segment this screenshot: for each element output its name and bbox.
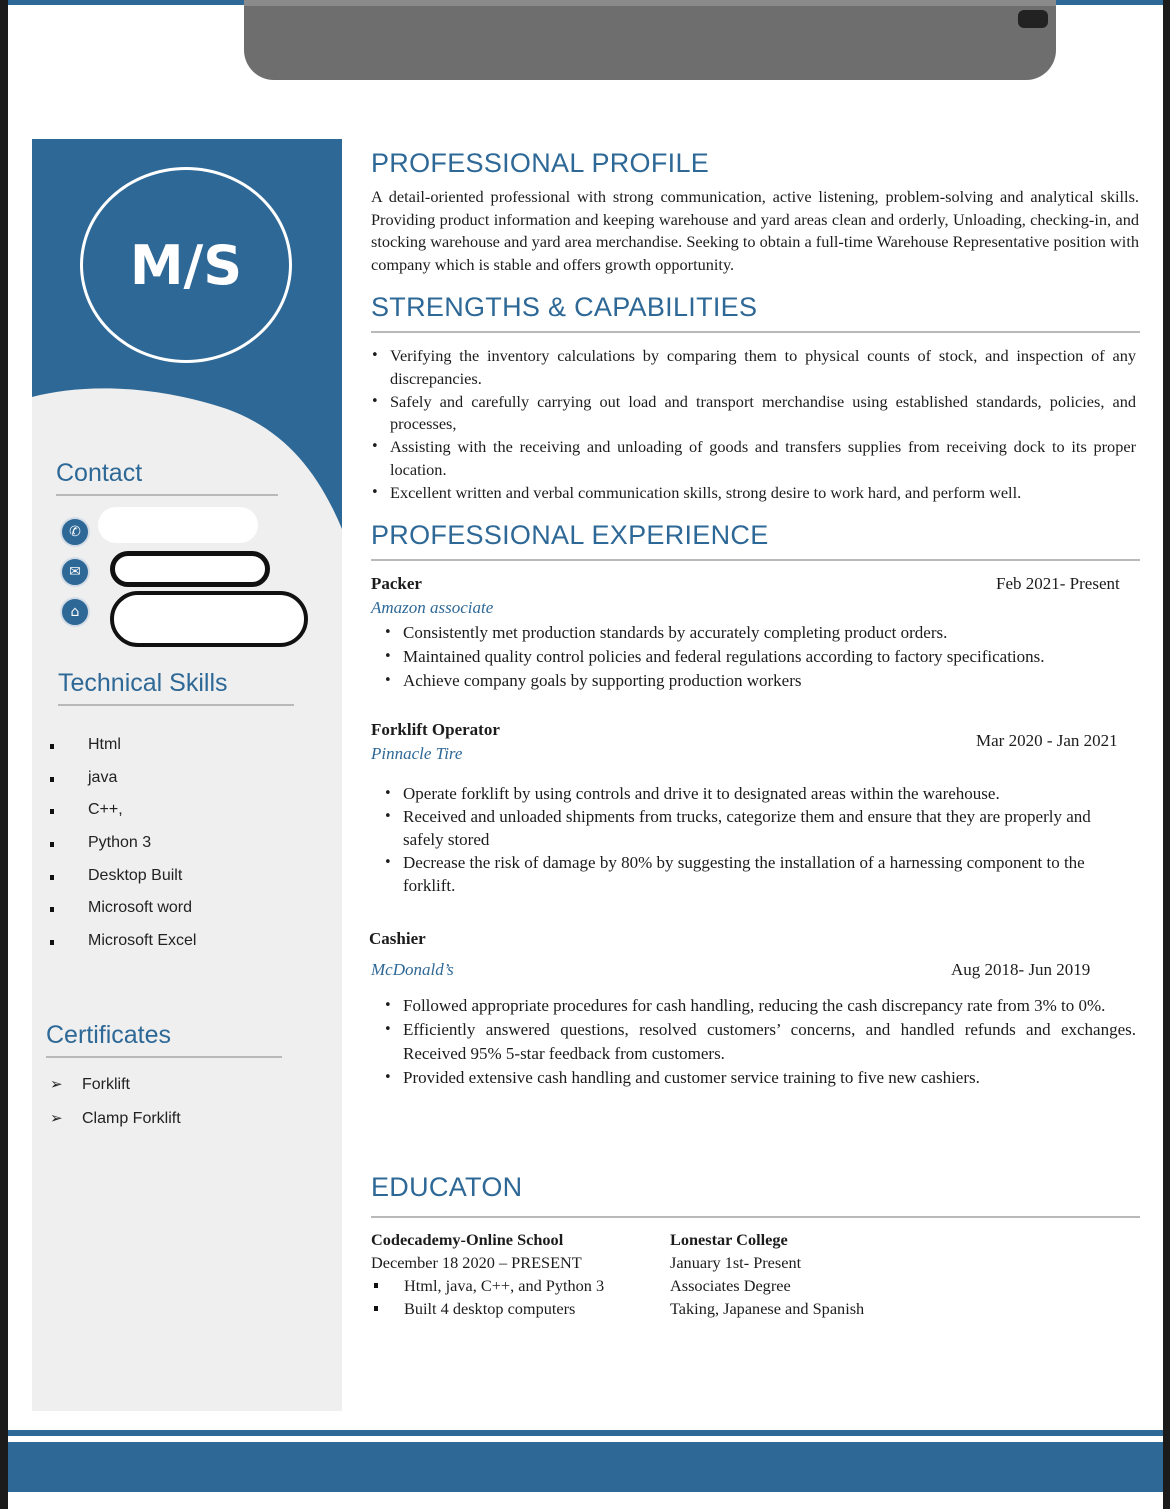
education-detail-item: Built 4 desktop computers (371, 1297, 661, 1320)
sidebar (32, 139, 342, 1411)
certificates-list (32, 1076, 332, 1143)
strength-item: • Verifying the inventory calculations by comparing them to physical counts of stock, and inspection of any discrepancies. (390, 345, 1136, 391)
job-title: Packer (371, 574, 422, 593)
job-duty-item: • Followed appropriate procedures for cash handling, reducing the cash discrepancy rate from 3% to 0%. (403, 994, 1136, 1018)
job-duty-item: • Consistently met production standards by accurately completing product orders. (403, 621, 1139, 645)
job-duty-item: • Received and unloaded shipments from trucks, categorize them and ensure that they are properly and safely stored (403, 805, 1113, 851)
home-icon: ⌂ (60, 597, 90, 627)
strength-item: • Excellent written and verbal communication skills, strong desire to work hard, and perform well. (390, 482, 1136, 505)
email-icon: ✉ (60, 557, 90, 587)
job-company: McDonald’s (371, 960, 454, 979)
contact-phone-row (60, 517, 90, 547)
skills-list (32, 736, 332, 965)
job-duty-item: • Provided extensive cash handling and customer service training to five new cashiers. (403, 1066, 1136, 1090)
section-divider (371, 559, 1140, 561)
school-name: Lonestar College (670, 1230, 788, 1249)
job-title: Cashier (369, 929, 426, 948)
skill-item: java (32, 769, 332, 802)
skill-item: C++, (32, 801, 332, 834)
redacted-address (110, 591, 308, 647)
school-dates: December 18 2020 – PRESENT (371, 1253, 582, 1272)
redacted-phone (98, 507, 258, 543)
phone-icon: ✆ (60, 517, 90, 547)
strength-item: • Safely and carefully carrying out load and transport merchandise using established standards, policies, and processes, (390, 391, 1136, 437)
education-note: Taking, Japanese and Spanish (670, 1299, 865, 1318)
job-duty-item: • Decrease the risk of damage by 80% by suggesting the installation of a harnessing component to the forklift. (403, 851, 1113, 897)
job-duty-item: • Maintained quality control policies and federal regulations according to factory specifications. (403, 645, 1139, 669)
certificate-item (32, 1076, 332, 1110)
job-duties-list (403, 994, 1136, 1090)
job-duty-item: • Operate forklift by using controls and drive it to designated areas within the warehouse. (403, 782, 1113, 805)
contact-address-row (60, 597, 90, 627)
section-divider (371, 331, 1140, 333)
education-entry-left (371, 1228, 661, 1320)
footer-band (8, 1442, 1163, 1492)
job-dates: Feb 2021- Present (996, 574, 1120, 593)
arrow-bullet-icon: ➢ (50, 1075, 63, 1093)
education-detail-item: Html, java, C++, and Python 3 (371, 1274, 661, 1297)
redacted-name-header (244, 0, 1056, 80)
top-accent-line-right (1053, 0, 1163, 5)
certificate-label: Clamp Forklift (82, 1109, 181, 1127)
job-title: Forklift Operator (371, 720, 500, 739)
job-company: Pinnacle Tire (371, 744, 463, 763)
experience-heading: PROFESSIONAL EXPERIENCE (371, 520, 769, 550)
skill-item: Python 3 (32, 834, 332, 867)
skill-item: Microsoft word (32, 899, 332, 932)
job-duties-list (403, 782, 1113, 897)
resume-page (8, 0, 1163, 1509)
strengths-list (390, 345, 1136, 505)
skill-item: Microsoft Excel (32, 932, 332, 965)
job-dates: Mar 2020 - Jan 2021 (976, 731, 1118, 750)
education-entry-right (670, 1228, 970, 1320)
degree-name: Associates Degree (670, 1276, 791, 1295)
certificates-heading: Certificates (46, 1021, 282, 1058)
redacted-email (110, 551, 270, 587)
profile-heading: PROFESSIONAL PROFILE (371, 148, 710, 178)
section-divider (371, 1216, 1140, 1218)
profile-text: A detail-oriented professional with strong communication, active listening, problem-solving and analytical skills. Providing product information and keeping warehouse and yard areas clean and orderly, Unloading, checking-in, and stocking warehouse and yard area merchandise. Seeking to obtain a full-time Warehouse Representative position with company which is stable and offers growth opportunity. (371, 187, 1139, 274)
monogram-text: M/S (129, 233, 243, 297)
contact-heading: Contact (56, 459, 278, 496)
job-duty-item: • Efficiently answered questions, resolved customers’ concerns, and handled refunds and exchanges. Received 95% 5-star feedback from customers. (403, 1018, 1136, 1066)
school-dates: January 1st- Present (670, 1253, 802, 1272)
job-duty-item: • Achieve company goals by supporting production workers (403, 669, 1139, 693)
monogram-circle (80, 167, 292, 363)
certificate-label: Forklift (82, 1076, 130, 1093)
job-dates: Aug 2018- Jun 2019 (951, 960, 1091, 979)
skill-item: Desktop Built (32, 867, 332, 900)
strength-item: • Assisting with the receiving and unloading of goods and transfers supplies from receiving dock to its proper location. (390, 436, 1136, 482)
education-heading: EDUCATON (371, 1172, 523, 1202)
arrow-bullet-icon: ➢ (50, 1108, 63, 1127)
school-name: Codecademy-Online School (371, 1230, 564, 1249)
education-details-list (371, 1274, 661, 1320)
technical-skills-heading: Technical Skills (58, 669, 294, 706)
footer-accent-line (8, 1430, 1163, 1436)
certificate-item (32, 1110, 332, 1144)
job-duties-list (403, 621, 1139, 693)
job-company: Amazon associate (371, 598, 494, 617)
contact-email-row (60, 557, 90, 587)
strengths-heading: STRENGTHS & CAPABILITIES (371, 292, 758, 322)
skill-item: Html (32, 736, 332, 769)
